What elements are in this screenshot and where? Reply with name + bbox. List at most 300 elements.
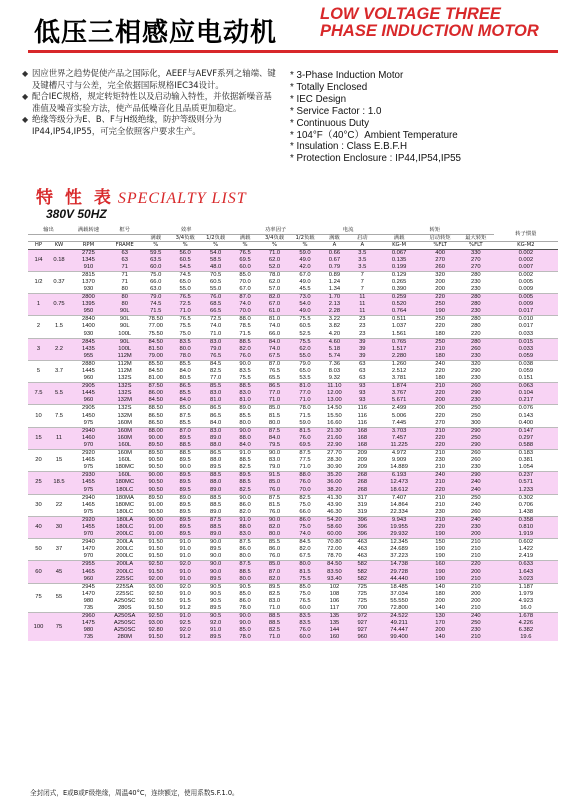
table-cell: 930 xyxy=(69,286,108,294)
intro-en-item: * IEC Design xyxy=(290,93,347,105)
table-cell: 330 xyxy=(458,249,494,257)
table-cell: 76.5 xyxy=(200,353,231,361)
table-cell: 0.381 xyxy=(494,457,558,464)
table-cell: 1.919 xyxy=(494,531,558,539)
table-cell: 970 xyxy=(69,553,108,561)
table-cell: 87.5 xyxy=(170,413,200,420)
table-cell: 180MC xyxy=(108,464,142,472)
table-cell: 74.0 xyxy=(231,301,259,308)
table-cell: 3.703 xyxy=(376,427,422,435)
table-cell: 78.0 xyxy=(231,605,259,613)
table-cell: 260 xyxy=(458,450,494,458)
table-cell: 396 xyxy=(349,516,376,524)
table-cell: 84.5 xyxy=(200,360,231,368)
table-cell: 91.50 xyxy=(142,634,170,641)
table-cell: 83.0 xyxy=(259,598,289,605)
table-cell: 79.0 xyxy=(200,346,231,353)
table-cell: 1370 xyxy=(69,279,108,286)
table-cell: 0.588 xyxy=(494,442,558,450)
table-cell: 180 xyxy=(422,591,458,598)
table-cell: 180MA xyxy=(108,494,142,502)
table-cell: 78.70 xyxy=(320,553,348,561)
table-cell: 116 xyxy=(349,420,376,428)
table-cell: 0.183 xyxy=(494,450,558,458)
table-cell: A250SC xyxy=(108,598,142,605)
table-cell: 90.50 xyxy=(142,509,170,517)
table-cell: 280M xyxy=(108,634,142,641)
table-cell: 88.0 xyxy=(200,442,231,450)
table-cell: 0.002 xyxy=(494,271,558,279)
table-cell: 22.90 xyxy=(320,442,348,450)
table-cell: 29.932 xyxy=(376,531,422,539)
cell-kw: 2.2 xyxy=(49,338,69,360)
table-cell: 0.007 xyxy=(494,264,558,272)
table-cell: 12.345 xyxy=(376,539,422,547)
intro-cn-item: ◆ 绝缘等级分为E、B、F与H级绝缘，防护等级则分为IP44,IP54,IP55，可完全依照客户要求生产。 xyxy=(22,114,222,136)
table-cell: 960 xyxy=(349,634,376,641)
table-cell: 29.728 xyxy=(376,569,422,576)
table-cell: 268 xyxy=(349,487,376,495)
table-cell: 116 xyxy=(349,413,376,420)
table-cell: 55.0 xyxy=(200,286,231,294)
table-cell: 260 xyxy=(458,383,494,391)
table-cell: 83.0 xyxy=(231,531,259,539)
table-cell: 230 xyxy=(458,397,494,405)
table-cell: 290 xyxy=(458,390,494,397)
table-row xyxy=(28,427,558,435)
table-cell: 135 xyxy=(320,620,348,627)
table-row xyxy=(28,338,558,346)
table-cell: 4.972 xyxy=(376,450,422,458)
table-cell: 82.5 xyxy=(259,591,289,598)
table-cell: 90.0 xyxy=(231,620,259,627)
table-cell: 160L xyxy=(108,472,142,480)
table-cell: 1465 xyxy=(69,502,108,509)
table-cell: 0.66 xyxy=(320,249,348,257)
table-cell: 1460 xyxy=(69,435,108,442)
intro-en-item: * Totally Enclosed xyxy=(290,81,368,93)
table-cell: 77.0 xyxy=(290,390,321,397)
table-cell: 270 xyxy=(422,257,458,264)
table-cell: 60.5 xyxy=(170,257,200,264)
table-cell: 66.0 xyxy=(142,279,170,286)
table-cell: 85.5 xyxy=(170,360,200,368)
table-cell: 250 xyxy=(458,413,494,420)
table-cell: 160 xyxy=(320,634,348,641)
table-cell: 91.50 xyxy=(142,539,170,547)
th-frame: FRAME xyxy=(108,242,142,250)
table-cell: 0.571 xyxy=(494,479,558,486)
table-cell: 927 xyxy=(349,627,376,634)
table-cell: 180MC xyxy=(108,502,142,509)
table-cell: 62.0 xyxy=(259,257,289,264)
table-cell: 240 xyxy=(458,479,494,486)
table-cell: 35.20 xyxy=(320,472,348,480)
table-cell: 9.909 xyxy=(376,457,422,464)
table-cell: 2.512 xyxy=(376,368,422,375)
table-cell: 72.800 xyxy=(376,605,422,613)
table-cell: 86.0 xyxy=(290,516,321,524)
table-cell: 88.5 xyxy=(170,450,200,458)
table-cell: A250SA xyxy=(108,613,142,621)
table-cell: 210 xyxy=(422,479,458,486)
table-cell: 67.0 xyxy=(290,271,321,279)
table-cell: 49.0 xyxy=(290,308,321,316)
intro-en-item: * 104°F（40°C）Ambient Temperature xyxy=(290,129,458,141)
table-cell: 0.297 xyxy=(494,435,558,442)
cell-kw: 5.5 xyxy=(49,383,69,405)
table-cell: 160L xyxy=(108,442,142,450)
table-cell: 180 xyxy=(422,331,458,339)
table-row xyxy=(28,264,558,272)
table-cell: 76.0 xyxy=(200,294,231,302)
table-cell: 86.5 xyxy=(200,413,231,420)
table-cell: 78.0 xyxy=(170,353,200,361)
table-cell: 82.0 xyxy=(231,509,259,517)
cell-kw: 11 xyxy=(49,427,69,449)
table-cell: 220 xyxy=(422,524,458,531)
table-cell: 1.70 xyxy=(320,294,348,302)
table-cell: 0.135 xyxy=(376,257,422,264)
specialty-title-cn: 特 性 表 xyxy=(36,188,114,208)
table-cell: 290 xyxy=(458,427,494,435)
table-cell: 88.5 xyxy=(231,383,259,391)
table-cell: 90.0 xyxy=(200,561,231,569)
table-cell: 88.5 xyxy=(200,524,231,531)
table-cell: 0.259 xyxy=(376,294,422,302)
table-cell: 317 xyxy=(349,494,376,502)
table-cell: 89.5 xyxy=(170,516,200,524)
table-cell: 42.0 xyxy=(290,264,321,272)
table-cell: 2845 xyxy=(69,338,108,346)
table-cell: 59.0 xyxy=(290,420,321,428)
voltage-label: 380V 50HZ xyxy=(46,207,107,221)
th-unit: % xyxy=(170,242,200,250)
table-cell: 49.0 xyxy=(290,257,321,264)
table-cell: 87.5 xyxy=(231,539,259,547)
table-cell: 1.874 xyxy=(376,383,422,391)
table-cell: 0.017 xyxy=(494,323,558,330)
table-cell: 81.5 xyxy=(290,427,321,435)
cell-kw: 45 xyxy=(49,561,69,583)
table-cell: 0.764 xyxy=(376,308,422,316)
table-cell: 80.0 xyxy=(231,576,259,584)
table-cell: 90.0 xyxy=(200,569,231,576)
table-cell: 91.0 xyxy=(170,553,200,561)
table-cell: 93 xyxy=(349,390,376,397)
table-cell: 41.30 xyxy=(320,494,348,502)
table-row xyxy=(28,286,558,294)
table-cell: 75.0 xyxy=(142,271,170,279)
table-cell: 130 xyxy=(422,613,458,621)
table-cell: 0.265 xyxy=(376,279,422,286)
table-cell: 955 xyxy=(69,353,108,361)
table-cell: 77.00 xyxy=(142,323,170,330)
table-cell: 2940 xyxy=(69,539,108,547)
table-row xyxy=(28,435,558,442)
table-cell: 67.5 xyxy=(290,553,321,561)
table-cell: 725 xyxy=(349,591,376,598)
table-cell: 55.0 xyxy=(170,286,200,294)
table-cell: 84.5 xyxy=(290,539,321,547)
th-eff-12: 1/2负载 xyxy=(200,234,231,242)
table-cell: 88.0 xyxy=(231,524,259,531)
table-cell: 89.5 xyxy=(200,576,231,584)
table-cell: 230 xyxy=(458,308,494,316)
table-cell: 88.5 xyxy=(200,494,231,502)
table-cell: 82.0 xyxy=(259,294,289,302)
table-cell: 62.0 xyxy=(290,346,321,353)
table-cell: 0.005 xyxy=(494,294,558,302)
table-cell: 132S xyxy=(108,405,142,413)
table-cell: 56.0 xyxy=(170,249,200,257)
table-cell: 209 xyxy=(349,450,376,458)
table-cell: 74.447 xyxy=(376,627,422,634)
table-cell: 1435 xyxy=(69,346,108,353)
table-cell: 1.517 xyxy=(376,346,422,353)
table-cell: 0.063 xyxy=(494,383,558,391)
table-cell: 270 xyxy=(458,264,494,272)
table-cell: 3.023 xyxy=(494,576,558,584)
table-cell: 21.30 xyxy=(320,427,348,435)
table-cell: 112M xyxy=(108,353,142,361)
cell-kw: 7.5 xyxy=(49,405,69,427)
table-cell: 66.0 xyxy=(290,509,321,517)
table-cell: 220 xyxy=(458,561,494,569)
table-cell: 582 xyxy=(349,561,376,569)
table-cell: A250SC xyxy=(108,620,142,627)
table-cell: 180MC xyxy=(108,479,142,486)
table-cell: 91.50 xyxy=(142,605,170,613)
table-cell: 3.82 xyxy=(320,323,348,330)
table-row xyxy=(28,257,558,264)
table-row xyxy=(28,576,558,584)
table-cell: 87.5 xyxy=(231,561,259,569)
table-row xyxy=(28,390,558,397)
table-cell: 1465 xyxy=(69,457,108,464)
table-cell: 210 xyxy=(458,539,494,547)
table-cell: 960 xyxy=(69,576,108,584)
table-cell: 140 xyxy=(422,634,458,641)
table-cell: 0.038 xyxy=(494,360,558,368)
table-cell: 90.00 xyxy=(142,516,170,524)
table-cell: 12.473 xyxy=(376,479,422,486)
table-cell: 2800 xyxy=(69,294,108,302)
th-unit: KG-M2 xyxy=(494,242,558,250)
table-cell: 85.5 xyxy=(170,420,200,428)
cell-kw: 75 xyxy=(49,613,69,642)
table-cell: 89.5 xyxy=(231,472,259,480)
table-cell: 230 xyxy=(422,509,458,517)
table-cell: 220 xyxy=(422,323,458,330)
table-cell: 190 xyxy=(422,569,458,576)
table-cell: 7 xyxy=(349,271,376,279)
table-cell: 83.5 xyxy=(290,613,321,621)
table-cell: 48.0 xyxy=(200,264,231,272)
table-cell: 210 xyxy=(422,516,458,524)
table-cell: 37.223 xyxy=(376,553,422,561)
cell-kw: 55 xyxy=(49,583,69,612)
table-cell: 250 xyxy=(458,405,494,413)
table-cell: 1.233 xyxy=(494,487,558,495)
cell-kw: 15 xyxy=(49,450,69,472)
intro-en-item: * Protection Enclosure : IP44,IP54,IP55 xyxy=(290,153,462,165)
table-cell: 82.5 xyxy=(231,464,259,472)
table-cell: 91.0 xyxy=(170,576,200,584)
table-cell: 200LC xyxy=(108,569,142,576)
table-cell: 1475 xyxy=(69,620,108,627)
table-cell: 81.0 xyxy=(200,397,231,405)
table-cell: 16.0 xyxy=(494,605,558,613)
table-row xyxy=(28,472,558,480)
table-cell: 0.151 xyxy=(494,375,558,383)
table-cell: 0.015 xyxy=(494,338,558,346)
table-cell: 89.0 xyxy=(200,509,231,517)
table-cell: 85.5 xyxy=(170,390,200,397)
table-cell: 85.5 xyxy=(231,413,259,420)
table-cell: 92.50 xyxy=(142,591,170,598)
table-cell: 11.225 xyxy=(376,442,422,450)
table-cell: 79.00 xyxy=(142,353,170,361)
table-cell: 27.70 xyxy=(320,450,348,458)
table-cell: 209 xyxy=(349,457,376,464)
table-cell: 1.979 xyxy=(494,591,558,598)
table-cell: 0.89 xyxy=(320,271,348,279)
table-cell: 71.5 xyxy=(142,308,170,316)
table-cell: 90.0 xyxy=(231,613,259,621)
table-row xyxy=(28,316,558,324)
table-cell: 117 xyxy=(320,605,348,613)
th-pf-34: 3/4负载 xyxy=(259,234,289,242)
th-unit: %FLT xyxy=(422,242,458,250)
table-cell: 0.005 xyxy=(494,279,558,286)
table-row xyxy=(28,271,558,279)
table-cell: 81.50 xyxy=(142,346,170,353)
table-row xyxy=(28,605,558,613)
table-cell: 76.5 xyxy=(170,316,200,324)
table-cell: 30.90 xyxy=(320,464,348,472)
table-cell: 65.0 xyxy=(170,279,200,286)
table-cell: 0.67 xyxy=(320,257,348,264)
table-row xyxy=(28,531,558,539)
table-cell: 4.923 xyxy=(494,598,558,605)
table-cell: 85.5 xyxy=(259,539,289,547)
table-cell: 735 xyxy=(69,634,108,641)
table-cell: 75.5 xyxy=(290,338,321,346)
table-cell: 82.0 xyxy=(290,546,321,553)
table-cell: 260 xyxy=(422,264,458,272)
table-cell: 2.499 xyxy=(376,405,422,413)
table-cell: 970 xyxy=(69,531,108,539)
table-cell: 268 xyxy=(349,472,376,480)
table-cell: 80.0 xyxy=(231,553,259,561)
table-cell: 89.50 xyxy=(142,494,170,502)
table-cell: 69.5 xyxy=(290,442,321,450)
table-cell: 6.382 xyxy=(494,627,558,634)
table-cell: 3.5 xyxy=(349,249,376,257)
table-cell: 55.550 xyxy=(376,598,422,605)
table-cell: 66.0 xyxy=(259,331,289,339)
table-cell: 250 xyxy=(422,338,458,346)
table-cell: 87.50 xyxy=(142,383,170,391)
table-cell: 260 xyxy=(458,346,494,353)
table-cell: 84.0 xyxy=(200,420,231,428)
table-cell: 250 xyxy=(458,494,494,502)
table-cell: 76.0 xyxy=(231,353,259,361)
table-cell: 400 xyxy=(422,249,458,257)
table-cell: 2840 xyxy=(69,316,108,324)
table-cell: 54.0 xyxy=(200,249,231,257)
table-cell: 200 xyxy=(422,405,458,413)
table-cell: 90L xyxy=(108,316,142,324)
table-cell: 18.485 xyxy=(376,583,422,591)
table-cell: 970 xyxy=(69,442,108,450)
table-cell: 160M xyxy=(108,450,142,458)
table-cell: 160M xyxy=(108,427,142,435)
table-cell: 89.5 xyxy=(170,509,200,517)
table-cell: 0.602 xyxy=(494,539,558,547)
table-row xyxy=(28,323,558,330)
table-cell: 14.889 xyxy=(376,464,422,472)
cell-hp: 1/2 xyxy=(28,271,49,293)
table-cell: 320 xyxy=(422,271,458,279)
table-cell: 5.74 xyxy=(320,353,348,361)
table-cell: 2930 xyxy=(69,472,108,480)
table-cell: 78.0 xyxy=(231,634,259,641)
th-unit: % xyxy=(200,242,231,250)
table-cell: 210 xyxy=(458,576,494,584)
table-cell: 0.010 xyxy=(494,316,558,324)
table-cell: 99.400 xyxy=(376,634,422,641)
header xyxy=(0,0,566,52)
table-cell: 75.5 xyxy=(170,323,200,330)
table-cell: 0.076 xyxy=(494,405,558,413)
table-cell: 200LA xyxy=(108,539,142,547)
table-cell: 200 xyxy=(422,397,458,405)
table-row xyxy=(28,308,558,316)
table-cell: 81.0 xyxy=(231,397,259,405)
table-cell: 74.5 xyxy=(170,271,200,279)
table-cell: 80.0 xyxy=(231,420,259,428)
table-cell: 240 xyxy=(458,487,494,495)
table-cell: 91.2 xyxy=(170,634,200,641)
table-cell: 200 xyxy=(422,598,458,605)
table-cell: 59.0 xyxy=(290,249,321,257)
table-cell: 7.407 xyxy=(376,494,422,502)
table-row xyxy=(28,346,558,353)
table-cell: 87.0 xyxy=(170,427,200,435)
table-cell: 80.5 xyxy=(170,375,200,383)
table-row xyxy=(28,397,558,405)
table-cell: 63.5 xyxy=(142,257,170,264)
table-cell: 76.5 xyxy=(231,249,259,257)
table-cell: 90.0 xyxy=(170,464,200,472)
table-cell: 1450 xyxy=(69,413,108,420)
table-cell: 89.5 xyxy=(200,464,231,472)
intro-en-item: * Service Factor : 1.0 xyxy=(290,105,382,117)
table-cell: 16.60 xyxy=(320,420,348,428)
cell-hp: 1 xyxy=(28,294,49,316)
table-cell: 71.0 xyxy=(200,331,231,339)
table-cell: 290 xyxy=(458,368,494,375)
th-unit: A xyxy=(349,242,376,250)
table-cell: 700 xyxy=(349,605,376,613)
table-cell: 209 xyxy=(349,464,376,472)
table-row xyxy=(28,627,558,634)
table-cell: 60.0 xyxy=(231,264,259,272)
table-cell: 463 xyxy=(349,539,376,547)
table-cell: 1465 xyxy=(69,569,108,576)
